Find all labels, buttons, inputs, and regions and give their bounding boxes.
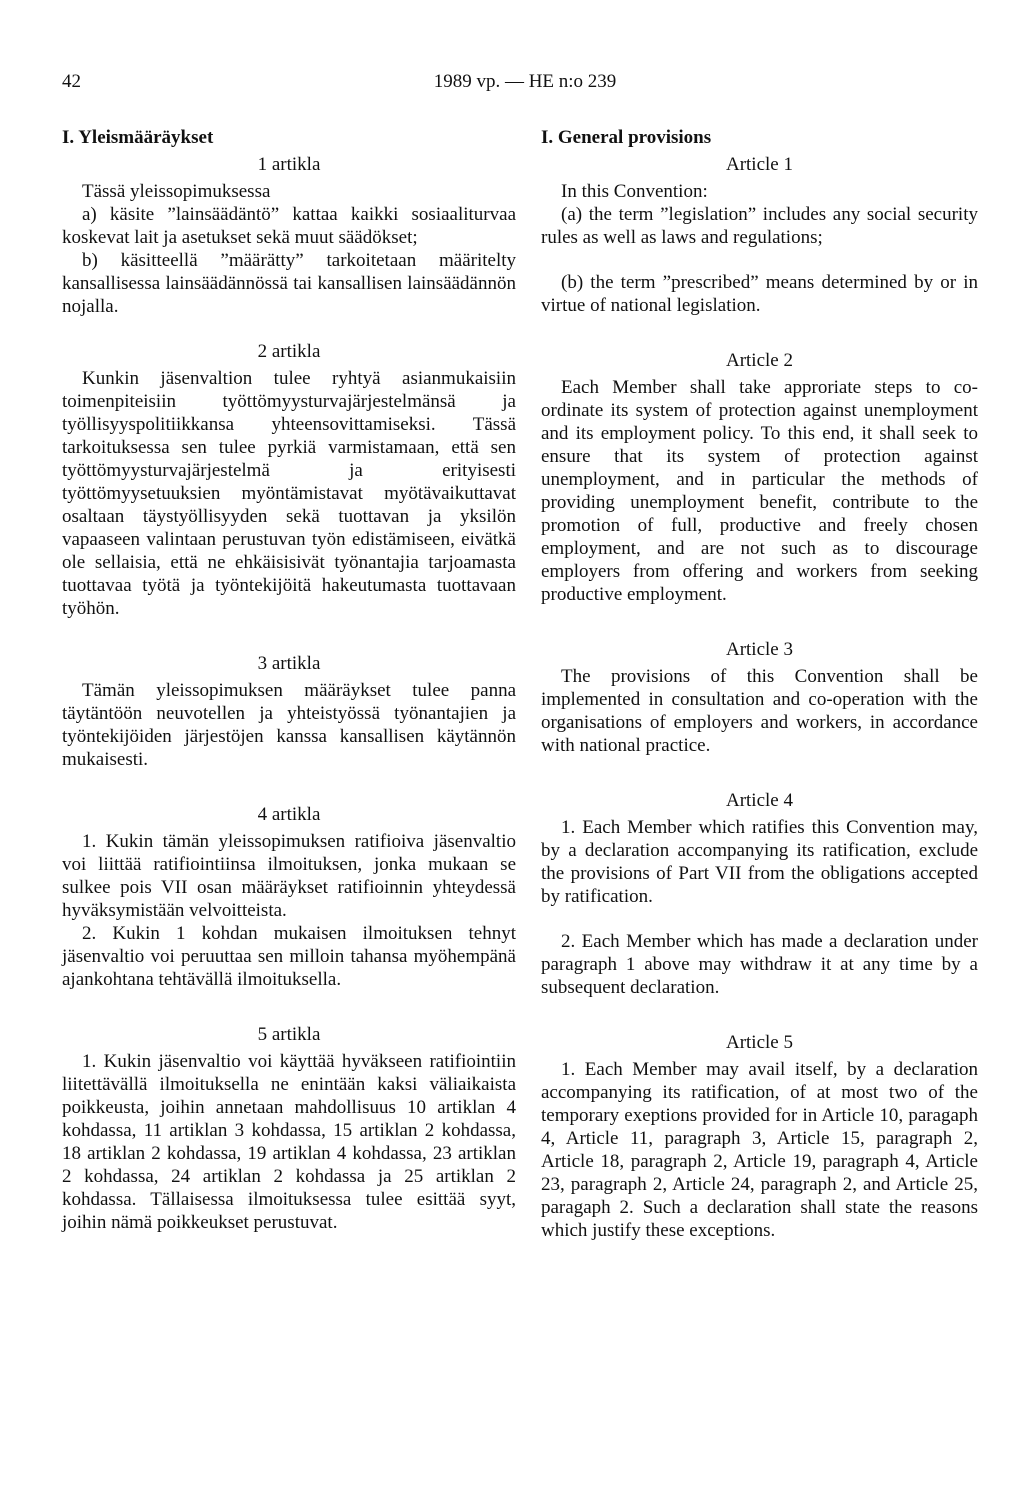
finnish-column — [62, 126, 516, 1234]
english-column — [541, 126, 978, 1242]
article-4-heading-fi: 4 artikla — [257, 804, 321, 825]
article-2-text-fi: Kunkin jäsenvaltion tulee ryhtyä asianmukaisiin toimenpiteisiin työttömyysturvajärjestelmänsä ja työllisyyspolitiikkansa yhteensovittamiseksi. Tässä tarkoituksessa sen tulee pyrkiä varmistamaan, että sen työttömyysturvajärjestelmä ja erityisesti työttömyysetuuksien myöntämistavat myötävaikuttavat osaltaan täystyöllisyyden sekä tuottavan ja yksilön vapaaseen valintaan perustuvan työn edistämiseen, eivätkä ole sellaisia, että ne ehkäisisivät työnantajia tarjoamasta tuottavaa työtä ja työntekijöitä hakeutumasta tuottavaan työhön. — [62, 368, 516, 619]
article-1-item-b-en: (b) the term ”prescribed” means determined by or in virtue of national legislation. — [541, 272, 978, 316]
article-2-heading-en: Article 2 — [725, 350, 793, 371]
article-3-text-fi: Tämän yleissopimuksen määräykset tulee panna täytäntöön neuvotellen ja yhteistyössä työnantajien ja työntekijöiden järjestöjen kanssa kansallisen käytännön mukaisesti. — [62, 680, 516, 770]
article-4-para-1-en: 1. Each Member which ratifies this Convention may, by a declaration accompanying its ratification, exclude the provisions of Part VII from the obligations accepted by ratification. — [541, 817, 978, 907]
article-1-intro-en: In this Convention: — [561, 181, 708, 202]
article-1-heading-en: Article 1 — [725, 154, 793, 175]
article-5-heading-en: Article 5 — [725, 1032, 793, 1053]
document-title: 1989 vp. — HE n:o 239 — [433, 71, 617, 92]
article-5-para-1-fi: 1. Kukin jäsenvaltio voi käyttää hyväkseen ratifiointiin liitettävällä ilmoituksella ne enintään kaksi väliaikaista poikkeusta, joihin annetaan mahdollisuus 10 artiklan 4 kohdassa, 11 artiklan 3 kohdassa, 15 artiklan 2 kohdassa, 18 artiklan 2 kohdassa, 19 artiklan 4 kohdassa, 23 artiklan 2 kohdassa, 24 artiklan 2 kohdassa ja 25 artiklan 2 kohdassa. Tällaisessa ilmoituksessa tulee esittää syyt, joihin nämä poikkeukset perustuvat. — [62, 1051, 516, 1233]
article-1-heading-fi: 1 artikla — [257, 154, 321, 175]
article-1-item-a-en: (a) the term ”legislation” includes any social security rules as well as laws and regulations; — [541, 204, 978, 248]
article-2-heading-fi: 2 artikla — [257, 341, 321, 362]
article-4-para-1-fi: 1. Kukin tämän yleissopimuksen ratifioiva jäsenvaltio voi liittää ratifiointiinsa ilmoituksen, jonka mukaan se sulkee pois VII osan määräykset ratifioinnin yhteydessä hyväksymistään velvoitteista. — [62, 831, 516, 921]
article-3-heading-fi: 3 artikla — [257, 653, 321, 674]
article-5-heading-fi: 5 artikla — [257, 1024, 321, 1045]
article-4-para-2-en: 2. Each Member which has made a declaration under paragraph 1 above may withdraw it at any time by a subsequent declaration. — [541, 931, 978, 998]
chapter-heading-en: I. General provisions — [541, 127, 712, 148]
article-5-para-1-en: 1. Each Member may avail itself, by a declaration accompanying its ratification, of at most two of the temporary exeptions provided for in Article 10, paragaph 4, Article 11, paragraph 3, Article 15, paragraph 2, Article 18, paragraph 2, Article 19, paragraph 4, Article 23, paragraph 2, Article 24, paragraph 2, and Article 25, paragaph 2. Such a declaration shall state the reasons which justify these exceptions. — [541, 1059, 978, 1241]
article-3-text-en: The provisions of this Convention shall be implemented in consultation and co-operation with the organisations of employers and workers, in accordance with national practice. — [541, 666, 978, 756]
article-1-item-b-fi: b) käsitteellä ”määrätty” tarkoitetaan määritelty kansallisessa lainsäädännössä tai kansallisen lainsäädännön nojalla. — [62, 250, 516, 317]
article-2-text-en: Each Member shall take approriate steps to co-ordinate its system of protection against unemployment and its employment policy. To this end, it shall seek to ensure that its system of protection against unemployment, and in particular the methods of providing unemployment benefit, contribute to the promotion of full, productive and freely chosen employment, and are not such as to discourage employers from offering and workers from seeking productive employment. — [541, 377, 978, 605]
chapter-heading-fi: I. Yleismääräykset — [62, 127, 214, 148]
article-1-intro-fi: Tässä yleissopimuksessa — [82, 181, 271, 202]
article-4-para-2-fi: 2. Kukin 1 kohdan mukaisen ilmoituksen tehnyt jäsenvaltio voi peruuttaa sen milloin tahansa myöhempänä ajankohtana tehtävällä ilmoituksella. — [62, 923, 516, 990]
article-3-heading-en: Article 3 — [725, 639, 793, 660]
article-1-item-a-fi: a) käsite ”lainsäädäntö” kattaa kaikki sosiaaliturvaa koskevat lait ja asetukset sekä muut säädökset; — [62, 204, 516, 248]
article-4-heading-en: Article 4 — [725, 790, 793, 811]
page-number: 42 — [62, 71, 81, 92]
